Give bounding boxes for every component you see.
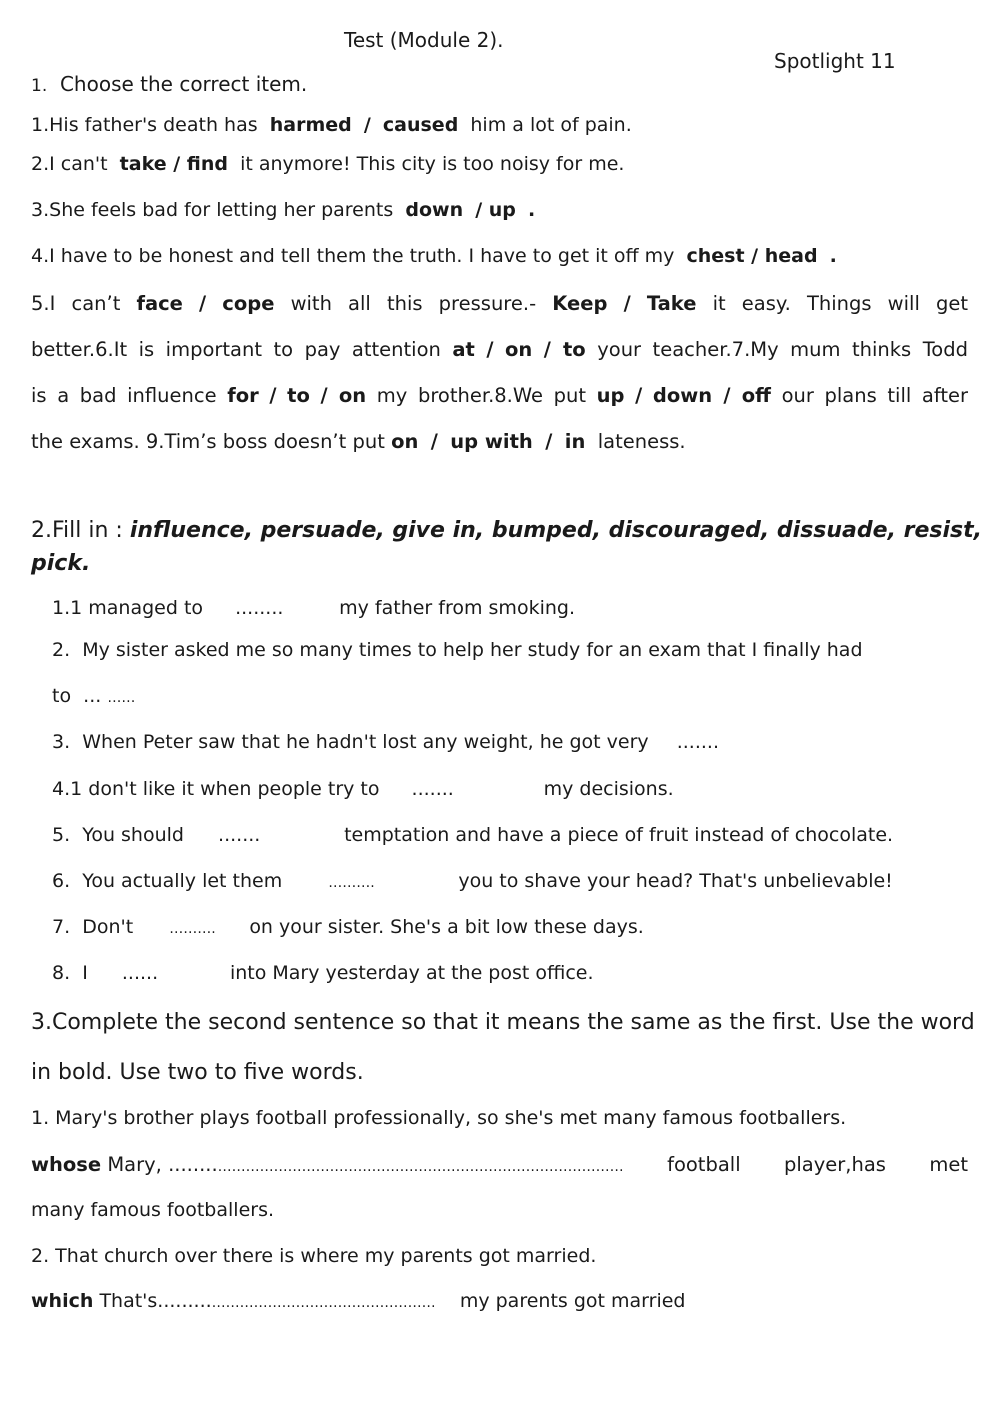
s2-item-1-num: 1.1 (52, 597, 83, 619)
s2-item-3 (52, 731, 719, 753)
s2-item-8 (52, 962, 594, 984)
s1-p2-to: / to (543, 338, 586, 361)
s1-item-4-text-a: 4.I have to be honest and tell them the truth. I have to get it off my (31, 245, 675, 267)
s1-p2-text-b: your teacher.7.My mum thinks Todd (597, 338, 968, 361)
s1-item-1-text-b: him a lot of pain. (470, 114, 632, 136)
section3-heading-line-1: 3.Complete the second sentence so that it means the same as the first. Use the word (31, 1010, 975, 1035)
page-title: Test (Module 2). (344, 28, 504, 52)
s2-item-5-num: 5. (52, 824, 71, 846)
s1-paragraph-line-4 (31, 430, 686, 453)
s2-item-2-blank-b: …… (107, 690, 136, 706)
s2-item-3-num: 3. (52, 731, 71, 753)
s2-item-8-text-a: I (82, 962, 88, 984)
s1-p3-text: is a bad influence (31, 384, 217, 407)
s1-paragraph-line-1 (31, 292, 968, 315)
s1-item-1 (31, 114, 632, 136)
s2-item-3-text: When Peter saw that he hadn't lost any weight, he got very (82, 731, 649, 753)
s1-p3-to: to (287, 384, 310, 407)
s3-answer-1-line-2: many famous footballers. (31, 1199, 275, 1221)
s1-item-1-slash: / (363, 114, 371, 136)
s1-p3-slash-b: / (635, 384, 643, 407)
s2-item-7-blank: ………. (169, 921, 216, 937)
s2-item-6-num: 6. (52, 870, 71, 892)
s1-item-2-text-b: it anymore! This city is too noisy for me. (240, 153, 625, 175)
s1-item-4 (31, 245, 837, 267)
s2-item-5 (52, 824, 893, 846)
s3-answer-1-start: Mary, ........ (107, 1153, 218, 1176)
s3-answer-1-line-1 (31, 1153, 968, 1176)
s1-p1-face: face (136, 292, 183, 315)
section3-heading-line-2: in bold. Use two to five words. (31, 1060, 364, 1085)
s2-item-2-to: to (52, 685, 72, 707)
s2-item-1-text-a: managed to (88, 597, 204, 619)
s2-item-8-blank: ...... (121, 962, 159, 984)
s1-item-4-options: chest / head (686, 245, 818, 267)
course-label: Spotlight 11 (774, 49, 896, 73)
s2-item-6-blank: ………. (328, 875, 375, 891)
s1-p4-up-with: up with (450, 430, 533, 453)
s2-item-1-blank: ........ (235, 597, 284, 619)
s2-item-7 (52, 916, 644, 938)
s1-p1-keep: Keep (552, 292, 608, 315)
s1-p1-text: 5.I can’t (31, 292, 121, 315)
s3-answer-2-end: my parents got married (459, 1290, 686, 1312)
s1-item-2 (31, 153, 624, 175)
section1-heading (31, 72, 307, 96)
s2-item-8-num: 8. (52, 962, 71, 984)
s1-item-1-text-a: 1.His father's death has (31, 114, 258, 136)
s1-p3-text-b: my brother.8.We put (376, 384, 587, 407)
s2-item-4 (52, 778, 674, 800)
s1-p1-slash-b: / (623, 292, 631, 315)
s2-item-6 (52, 870, 893, 892)
s2-item-7-text-a: Don't (82, 916, 134, 938)
s1-p2-at: at (452, 338, 475, 361)
s2-item-2-text: My sister asked me so many times to help her study for an exam that I finally had (82, 639, 863, 661)
section2-heading (31, 518, 982, 543)
s1-p3-for: for (227, 384, 259, 407)
s2-item-2 (52, 639, 863, 661)
s1-p1-take: Take (646, 292, 697, 315)
s1-p3-up: up (596, 384, 625, 407)
s1-item-1-option-b: caused (382, 114, 459, 136)
s2-item-7-text-b: on your sister. She's a bit low these days. (249, 916, 644, 938)
s2-item-2-blank-a: ... (83, 685, 102, 707)
s2-item-1 (52, 597, 575, 619)
s1-p1-cope: cope (222, 292, 275, 315)
s3-question-1: 1. Mary's brother plays football professionally, so she's met many famous footballers. (31, 1107, 847, 1129)
s1-item-2-options: take / find (119, 153, 228, 175)
s1-p3-text-c: our plans till after (781, 384, 969, 407)
s1-item-3-text-a: 3.She feels bad for letting her parents (31, 199, 394, 221)
s1-p4-text-b: lateness. (597, 430, 686, 453)
s1-p3-down-off: down / off (652, 384, 771, 407)
s1-p2-text: better.6.It is important to pay attention (31, 338, 441, 361)
s2-item-4-text-a: don't like it when people try to (88, 778, 380, 800)
s2-item-8-text-b: into Mary yesterday at the post office. (229, 962, 594, 984)
s3-answer-2-blank: ………………………………………… (211, 1295, 436, 1311)
s1-p1-slash: / (199, 292, 207, 315)
s2-item-5-text-b: temptation and have a piece of fruit instead of chocolate. (344, 824, 894, 846)
s2-item-5-text-a: You should (82, 824, 184, 846)
s1-paragraph-line-2 (31, 338, 968, 361)
s1-p4-text: the exams. 9.Tim’s boss doesn’t put (31, 430, 385, 453)
section1-title: Choose the correct item. (59, 72, 308, 96)
s2-item-3-blank: ....... (676, 731, 719, 753)
s1-p4-on: on (391, 430, 419, 453)
s2-item-5-blank: ....... (218, 824, 261, 846)
s2-item-6-text-a: You actually let them (82, 870, 283, 892)
s1-p4-slash: / (430, 430, 438, 453)
s3-answer-2-keyword: which (31, 1290, 94, 1312)
s3-answer-1-blank: …………………………………………………………………………… (217, 1159, 624, 1175)
s1-p2-slash: / (486, 338, 494, 361)
s2-item-6-text-b: you to shave your head? That's unbelievable! (458, 870, 893, 892)
s2-item-4-text-b: my decisions. (543, 778, 674, 800)
section1-number: 1. (31, 76, 48, 96)
section2-word-bank-line-1: influence, persuade, give in, bumped, discouraged, dissuade, resist, (129, 518, 982, 543)
s2-item-4-num: 4.1 (52, 778, 83, 800)
s1-item-4-period: . (829, 245, 837, 267)
section2-title: 2.Fill in : (31, 518, 123, 543)
s1-p3-slash: / (269, 384, 277, 407)
s2-item-2-cont (52, 685, 135, 707)
s1-p4-in: in (564, 430, 586, 453)
s1-item-3-period: . (527, 199, 536, 221)
s1-item-3-option-b: / up (475, 199, 516, 221)
s3-question-2: 2. That church over there is where my parents got married. (31, 1245, 597, 1267)
s1-item-3 (31, 199, 535, 221)
s3-answer-1-keyword: whose (31, 1153, 102, 1176)
s1-item-2-text-a: 2.I can't (31, 153, 108, 175)
s3-answer-1-end: football player,has met (667, 1153, 968, 1176)
section2-word-bank-line-2: pick. (31, 551, 91, 576)
s2-item-7-num: 7. (52, 916, 71, 938)
s1-item-1-option-a: harmed (269, 114, 352, 136)
s1-p1-text-b: with all this pressure.- (290, 292, 537, 315)
s1-p2-on: on (505, 338, 533, 361)
s2-item-1-text-b: my father from smoking. (339, 597, 575, 619)
s3-answer-2 (31, 1290, 685, 1312)
s1-p4-slash-b: / (545, 430, 553, 453)
s3-answer-1-left (31, 1153, 624, 1176)
s1-p3-on: / on (320, 384, 367, 407)
s2-item-4-blank: ....... (411, 778, 454, 800)
s2-item-2-num: 2. (52, 639, 71, 661)
s1-p1-text-c: it easy. Things will get (712, 292, 968, 315)
s1-item-3-option-a: down (405, 199, 464, 221)
s1-paragraph-line-3 (31, 384, 968, 407)
s3-answer-2-start: That's......... (99, 1290, 212, 1312)
